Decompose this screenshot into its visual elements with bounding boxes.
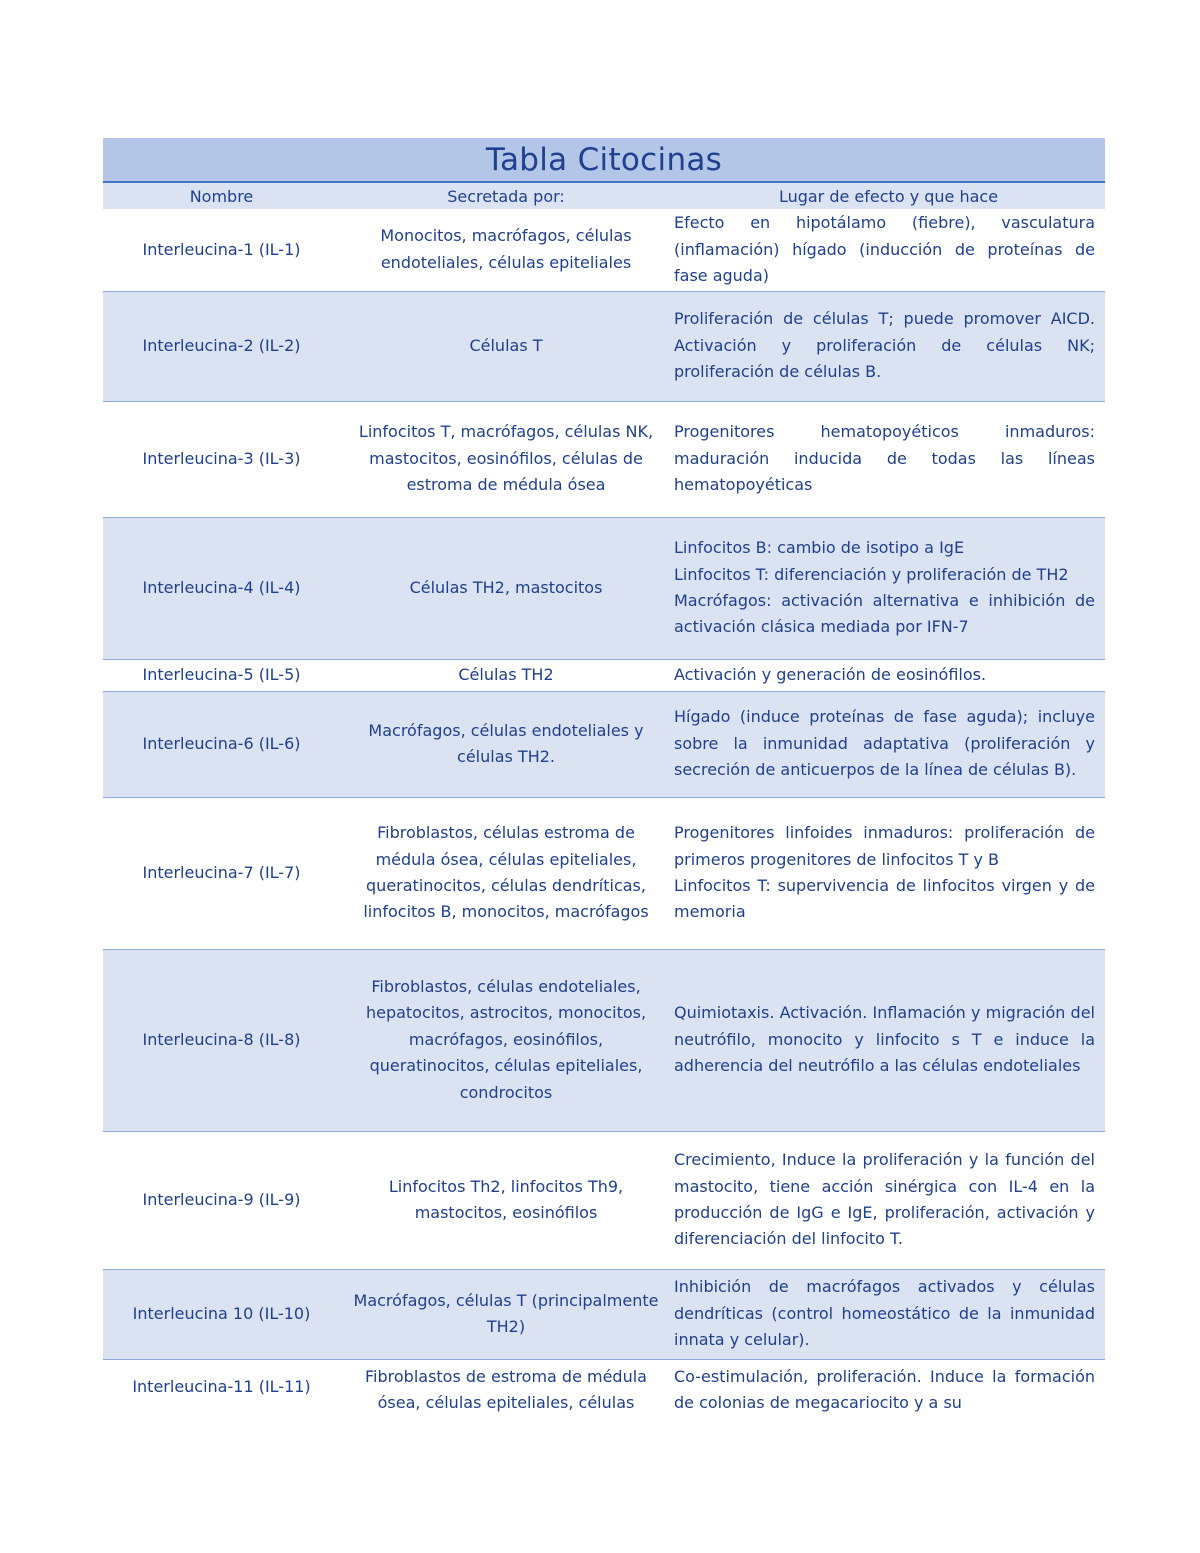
cell-effect	[672, 401, 1105, 517]
cell-effect	[672, 659, 1105, 691]
table-row	[103, 517, 1105, 659]
cell-name: Interleucina 10 (IL-10)	[103, 1269, 340, 1359]
table-row	[103, 1359, 1105, 1419]
effect-line: Progenitores hematopoyéticos inmaduros: maduración inducida de todas las líneas hematopoyéticas	[674, 422, 1095, 495]
effect-line: Linfocitos T: supervivencia de linfocitos virgen y de memoria	[674, 876, 1095, 922]
cell-secreted: Fibroblastos, células estroma de médula ósea, células epiteliales, queratinocitos, células dendríticas, linfocitos B, monocitos, macrófagos	[340, 797, 672, 949]
cell-secreted: Linfocitos Th2, linfocitos Th9, mastocitos, eosinófilos	[340, 1131, 672, 1269]
table-row	[103, 949, 1105, 1131]
cell-effect	[672, 209, 1105, 291]
effect-line: Linfocitos B: cambio de isotipo a IgE	[674, 538, 965, 558]
effect-line: Crecimiento, Induce la proliferación y la función del mastocito, tiene acción sinérgica con IL-4 en la producción de IgG e IgE, proliferación, activación y diferenciación del linfocito T.	[674, 1150, 1095, 1249]
effect-line: Macrófagos: activación alternativa e inhibición de activación clásica mediada por IFN-7	[674, 591, 1095, 637]
cell-name: Interleucina-2 (IL-2)	[103, 291, 340, 401]
effect-line: Inhibición de macrófagos activados y células dendríticas (control homeostático de la inmunidad innata y celular).	[674, 1277, 1095, 1350]
cell-name: Interleucina-7 (IL-7)	[103, 797, 340, 949]
cell-effect	[672, 1269, 1105, 1359]
header-secreted: Secretada por:	[340, 183, 672, 209]
cell-effect	[672, 1131, 1105, 1269]
table-row	[103, 1269, 1105, 1359]
cell-effect	[672, 691, 1105, 797]
cell-effect	[672, 517, 1105, 659]
effect-line: Co-estimulación, proliferación. Induce la formación de colonias de megacariocito y a su	[674, 1366, 1095, 1412]
table-title: Tabla Citocinas	[103, 138, 1105, 183]
table-row	[103, 659, 1105, 691]
cell-secreted: Linfocitos T, macrófagos, células NK, mastocitos, eosinófilos, células de estroma de médula ósea	[340, 401, 672, 517]
cell-secreted: Monocitos, macrófagos, células endoteliales, células epiteliales	[340, 209, 672, 291]
cell-secreted: Macrófagos, células T (principalmente TH2)	[340, 1269, 672, 1359]
effect-line: Proliferación de células T; puede promover AICD. Activación y proliferación de células NK; proliferación de células B.	[674, 309, 1095, 382]
table-row	[103, 1131, 1105, 1269]
header-effect: Lugar de efecto y que hace	[672, 183, 1105, 209]
cell-name: Interleucina-9 (IL-9)	[103, 1131, 340, 1269]
effect-line: Hígado (induce proteínas de fase aguda); incluye sobre la inmunidad adaptativa (proliferación y secreción de anticuerpos de la línea de células B).	[674, 707, 1095, 780]
cell-name: Interleucina-8 (IL-8)	[103, 949, 340, 1131]
table-row	[103, 291, 1105, 401]
header-row	[103, 183, 1105, 209]
cell-name: Interleucina-1 (IL-1)	[103, 209, 340, 291]
effect-line: Quimiotaxis. Activación. Inflamación y migración del neutrófilo, monocito y linfocito s T e induce la adherencia del neutrófilo a las células endoteliales	[674, 1003, 1095, 1076]
cell-name: Interleucina-5 (IL-5)	[103, 659, 340, 691]
cell-secreted: Células TH2, mastocitos	[340, 517, 672, 659]
cell-effect	[672, 797, 1105, 949]
cell-effect	[672, 949, 1105, 1131]
effect-line: Linfocitos T: diferenciación y proliferación de TH2	[674, 564, 1069, 584]
cell-name: Interleucina-6 (IL-6)	[103, 691, 340, 797]
cell-effect	[672, 1359, 1105, 1419]
cytokine-table-page	[103, 138, 1105, 1419]
cell-secreted: Células T	[340, 291, 672, 401]
cell-secreted: Fibroblastos de estroma de médula ósea, células epiteliales, células	[365, 1366, 647, 1412]
cell-name: Interleucina-11 (IL-11)	[132, 1376, 311, 1396]
effect-line: Progenitores linfoides inmaduros: proliferación de primeros progenitores de linfocitos T y B	[674, 823, 1095, 869]
table-row	[103, 209, 1105, 291]
table-row	[103, 797, 1105, 949]
cell-secreted: Células TH2	[340, 659, 672, 691]
cell-name: Interleucina-4 (IL-4)	[103, 517, 340, 659]
table-row	[103, 691, 1105, 797]
header-name: Nombre	[103, 183, 340, 209]
cell-secreted: Fibroblastos, células endoteliales, hepatocitos, astrocitos, monocitos, macrófagos, eosinófilos, queratinocitos, células epiteliales, condrocitos	[340, 949, 672, 1131]
effect-line: Activación y generación de eosinófilos.	[674, 664, 987, 684]
table-row	[103, 401, 1105, 517]
cell-effect	[672, 291, 1105, 401]
cytokine-table	[103, 183, 1105, 1419]
effect-line: Efecto en hipotálamo (fiebre), vasculatura (inflamación) hígado (inducción de proteínas de fase aguda)	[674, 213, 1095, 285]
cell-secreted: Macrófagos, células endoteliales y células TH2.	[340, 691, 672, 797]
cell-name: Interleucina-3 (IL-3)	[103, 401, 340, 517]
